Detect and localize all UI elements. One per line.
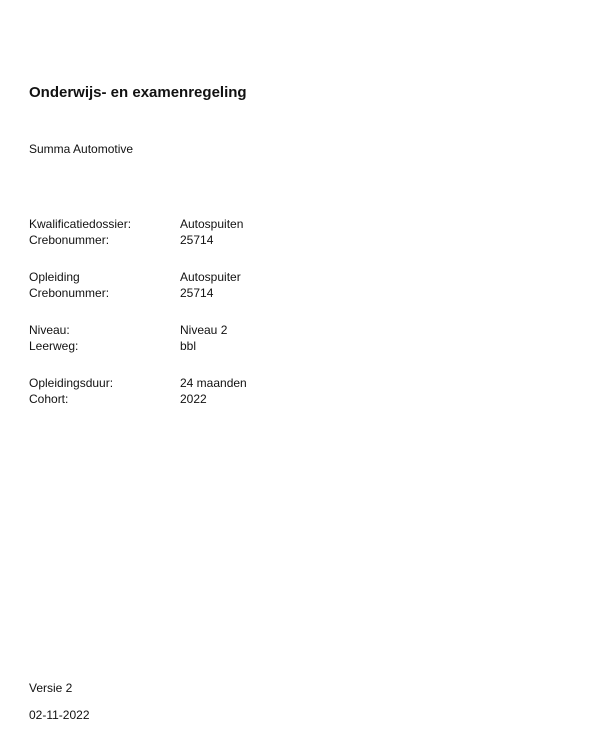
organization-name: Summa Automotive (29, 142, 134, 156)
info-group-education (29, 269, 329, 301)
info-group-qualification (29, 216, 329, 248)
info-value: Autospuiter (180, 270, 241, 284)
info-label: Crebonummer: (29, 286, 110, 300)
info-row (29, 338, 329, 354)
info-label: Kwalificatiedossier: (29, 217, 132, 231)
info-row (29, 391, 329, 407)
info-row (29, 216, 329, 232)
info-row (29, 232, 329, 248)
info-group-duration (29, 375, 329, 407)
info-value: 2022 (180, 392, 207, 406)
info-label: Leerweg: (29, 339, 79, 353)
info-row (29, 375, 329, 391)
info-value: 25714 (180, 286, 214, 300)
info-value: 24 maanden (180, 376, 247, 390)
info-row (29, 322, 329, 338)
info-label: Opleidingsduur: (29, 376, 114, 390)
info-value: Autospuiten (180, 217, 244, 231)
info-label: Crebonummer: (29, 233, 110, 247)
info-label: Cohort: (29, 392, 69, 406)
document-title: Onderwijs- en examenregeling (29, 84, 247, 101)
date-label: 02-11-2022 (29, 708, 90, 722)
info-value: Niveau 2 (180, 323, 228, 337)
version-label: Versie 2 (29, 681, 73, 695)
info-label: Opleiding (29, 270, 80, 284)
info-value: 25714 (180, 233, 214, 247)
info-value: bbl (180, 339, 197, 353)
info-row (29, 269, 329, 285)
info-row (29, 285, 329, 301)
info-group-level (29, 322, 329, 354)
info-label: Niveau: (29, 323, 70, 337)
